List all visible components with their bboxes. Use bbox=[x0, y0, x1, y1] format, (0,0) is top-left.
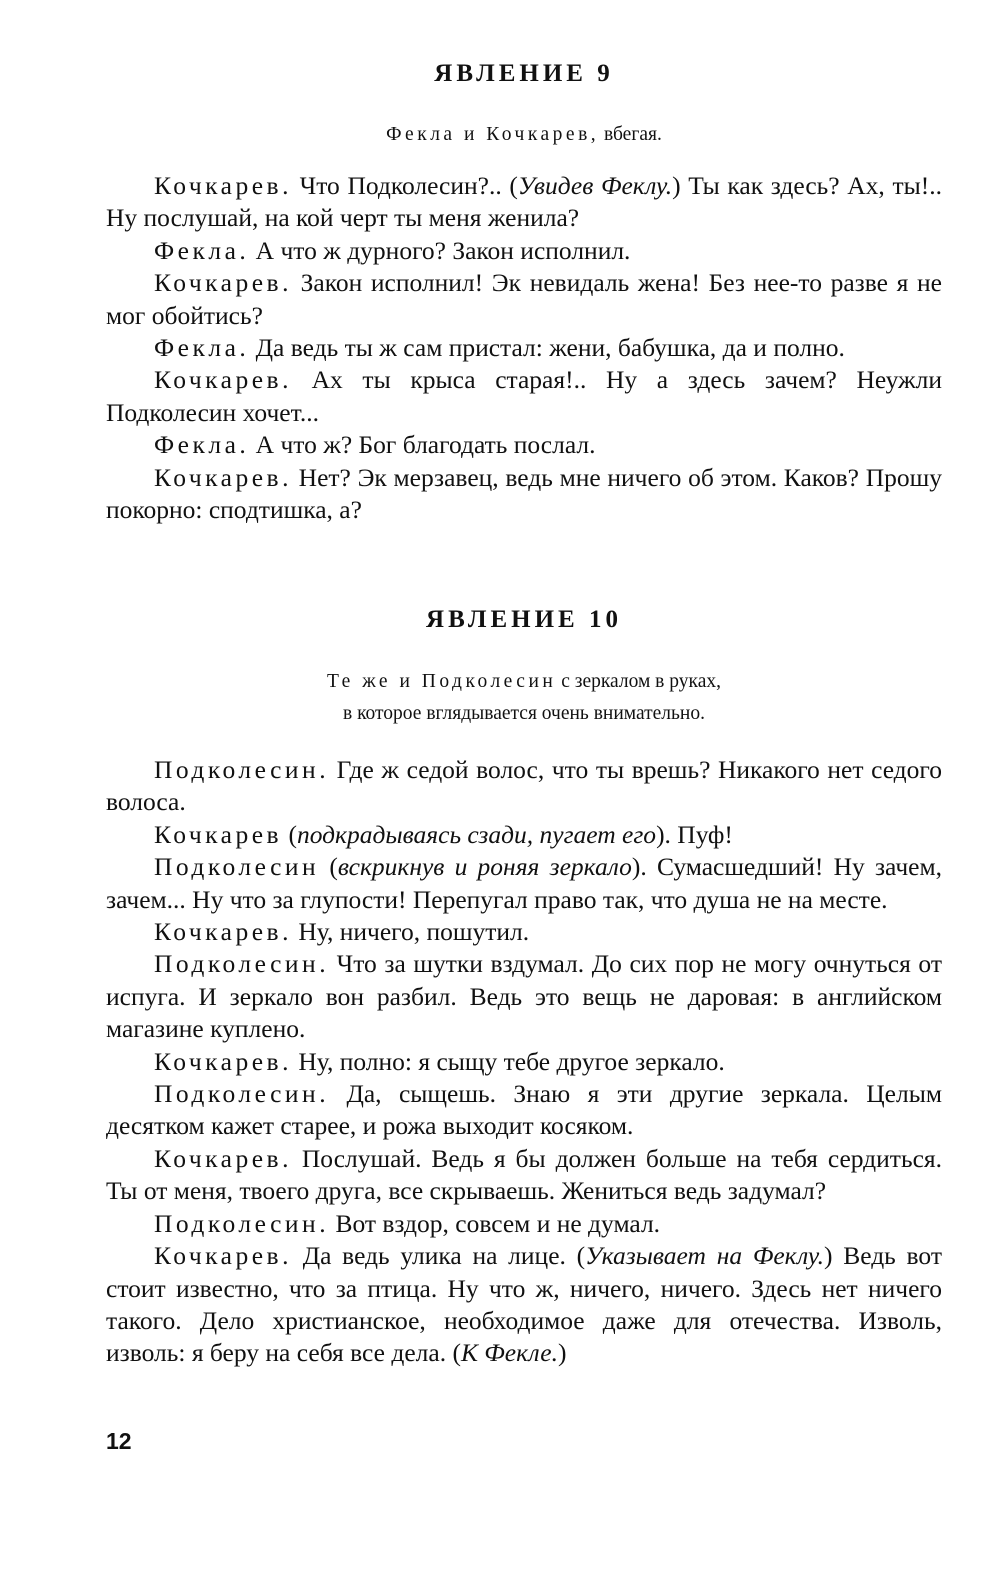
stage-action: с зеркалом в руках, bbox=[556, 671, 721, 692]
line-text: Что за шутки вздумал. До сих пор не могу очнуться от испуга. И зеркало вон разбил. Ведь это вещь не даровая: в английском магазине куплено. bbox=[106, 949, 942, 1044]
speaker-name: Подколесин bbox=[154, 852, 320, 882]
speaker-name: Кочкарев. bbox=[154, 171, 292, 200]
line-text: ( bbox=[319, 852, 338, 882]
dialogue-line bbox=[106, 1240, 942, 1370]
stage-remark: Указывает на Феклу. bbox=[585, 1241, 824, 1271]
stage-remark: Увидев Феклу. bbox=[517, 171, 673, 200]
speaker-name: Кочкарев. bbox=[154, 1143, 292, 1173]
line-text: ). Пуф! bbox=[656, 819, 733, 849]
line-text: А что ж дурного? Закон исполнил. bbox=[249, 235, 631, 265]
speaker-name: Подколесин. bbox=[154, 949, 330, 979]
scene-9-stage-direction bbox=[106, 124, 942, 146]
line-text: Что Подколесин?.. ( bbox=[291, 171, 518, 200]
page-number: 12 bbox=[106, 1428, 132, 1454]
line-text: ( bbox=[282, 819, 297, 849]
scene-10-dialogue bbox=[106, 754, 942, 1370]
line-text: ) Ведь вот стоит известно, что за птица. Ну что ж, ничего, ничего. Здесь нет ничего такого. Дело христианское, необходимое даже для отечества. Изволь, изволь: я беру на себя все дела. ( bbox=[106, 1241, 942, 1368]
dialogue-line bbox=[106, 819, 942, 851]
speaker-name: Кочкарев. bbox=[154, 917, 292, 947]
speaker-name: Кочкарев. bbox=[154, 268, 292, 298]
stage-names: Те же и Подколесин bbox=[327, 671, 557, 692]
dialogue-line bbox=[106, 1046, 942, 1078]
speaker-name: Кочкарев. bbox=[154, 462, 292, 492]
stage-remark: вскрикнув и роняя зеркало bbox=[337, 852, 632, 882]
dialogue-line bbox=[106, 916, 942, 948]
speaker-name: Подколесин. bbox=[154, 1079, 330, 1109]
dialogue-line bbox=[106, 267, 942, 332]
speaker-name: Кочкарев bbox=[154, 819, 283, 849]
scene-9-dialogue bbox=[106, 170, 942, 526]
line-text: Вот вздор, совсем и не думал. bbox=[329, 1208, 661, 1238]
line-text: Да, сыщешь. Знаю я эти другие зеркала. Целым десятком кажет старее, и рожа выходит косяком. bbox=[106, 1079, 942, 1141]
stage-names: Фекла и Кочкарев, bbox=[386, 124, 600, 145]
dialogue-line bbox=[106, 235, 942, 267]
line-text: ) bbox=[557, 1338, 567, 1368]
dialogue-line bbox=[106, 754, 942, 819]
speaker-name: Подколесин. bbox=[154, 1208, 330, 1238]
line-text: ) Ты как здесь? Ах, ты!.. Ну послушай, на кой черт ты меня женила? bbox=[106, 171, 942, 233]
speaker-name: Кочкарев. bbox=[154, 1046, 292, 1076]
speaker-name: Фекла. bbox=[154, 430, 250, 460]
dialogue-line bbox=[106, 170, 942, 235]
line-text: Ну, полно: я сыщу тебе другое зеркало. bbox=[291, 1046, 725, 1076]
stage-remark: подкрадываясь сзади, пугает его bbox=[296, 819, 657, 849]
speaker-name: Кочкарев. bbox=[154, 365, 292, 395]
scene-10-stage-direction bbox=[106, 666, 942, 730]
line-text: А что ж? Бог благодать послал. bbox=[249, 430, 596, 460]
line-text: ). Сумасшедший! Ну зачем, зачем... Ну что за глупости! Перепугал право так, что душа не на месте. bbox=[106, 852, 942, 914]
dialogue-line bbox=[106, 851, 942, 916]
scene-9-heading: ЯВЛЕНИЕ 9 bbox=[434, 60, 614, 87]
line-text: Ну, ничего, пошутил. bbox=[291, 917, 530, 947]
dialogue-line bbox=[106, 332, 942, 364]
dialogue-line bbox=[106, 364, 942, 429]
speaker-name: Кочкарев. bbox=[154, 1241, 292, 1271]
dialogue-line bbox=[106, 1143, 942, 1208]
dialogue-line bbox=[106, 1078, 942, 1143]
stage-remark: К Фекле. bbox=[460, 1338, 558, 1368]
line-text: Где ж седой волос, что ты врешь? Никакого нет седого волоса. bbox=[106, 755, 942, 817]
line-text: Да ведь улика на лице. ( bbox=[291, 1241, 586, 1271]
dialogue-line bbox=[106, 1208, 942, 1240]
line-text: Да ведь ты ж сам пристал: жени, бабушка, да и полно. bbox=[249, 333, 845, 363]
line-text: Нет? Эк мерзавец, ведь мне ничего об этом. Каков? Прошу покорно: сподтишка, а? bbox=[106, 462, 942, 525]
dialogue-line bbox=[106, 948, 942, 1045]
dialogue-line bbox=[106, 429, 942, 461]
line-text: Послушай. Ведь я бы должен больше на тебя сердиться. Ты от меня, твоего друга, все скрываешь. Жениться ведь задумал? bbox=[106, 1143, 942, 1206]
speaker-name: Фекла. bbox=[154, 235, 250, 265]
line-text: Закон исполнил! Эк невидаль жена! Без нее-то разве я не мог обойтись? bbox=[106, 268, 942, 330]
dialogue-line bbox=[106, 462, 942, 527]
stage-action: вбегая. bbox=[599, 124, 662, 145]
speaker-name: Подколесин. bbox=[154, 755, 330, 784]
scene-10-heading: ЯВЛЕНИЕ 10 bbox=[426, 606, 622, 633]
stage-action-line-2: в которое вглядывается очень внимательно. bbox=[342, 703, 705, 724]
speaker-name: Фекла. bbox=[154, 333, 250, 363]
line-text: Ах ты крыса старая!.. Ну а здесь зачем? Неужли Подколесин хочет... bbox=[106, 365, 942, 427]
